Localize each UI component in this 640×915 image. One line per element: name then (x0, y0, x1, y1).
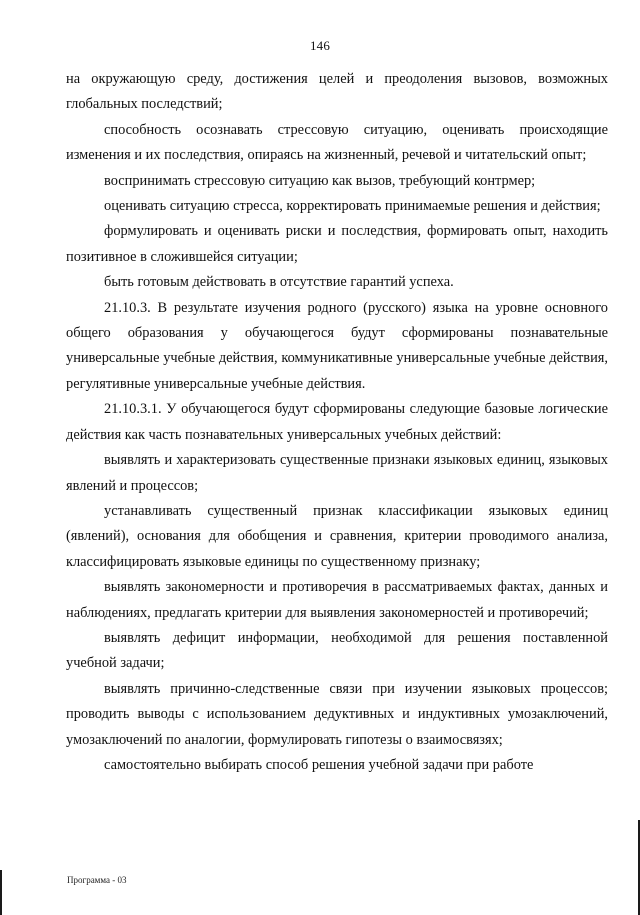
paragraph-last: самостоятельно выбирать способ решения учебной задачи при работе (104, 756, 534, 773)
paragraph: выявлять причинно-следственные связи при изучении языковых процессов; проводить выводы с использованием дедуктивных и индуктивных умозаключений, умозаключений по аналогии, формулировать гипотезы о взаимосвязях; (66, 680, 608, 748)
paragraph: устанавливать существенный признак классификации языковых единиц (явлений), основания для обобщения и сравнения, критерии проводимого анализа, классифицировать языковые единицы по существенному признаку; (66, 502, 608, 570)
paragraph: выявлять закономерности и противоречия в рассматриваемых фактах, данных и наблюдениях, предлагать критерии для выявления закономерностей и противоречий; (66, 579, 608, 621)
paragraph-section-21-10-3-1: 21.10.3.1. У обучающегося будут сформированы следующие базовые логические действия как часть познавательных универсальных учебных действий: (66, 401, 608, 443)
paragraph: способность осознавать стрессовую ситуацию, оценивать происходящие изменения и их последствия, опираясь на жизненный, речевой и читательский опыт; (66, 121, 608, 164)
paragraph: выявлять дефицит информации, необходимой для решения поставленной учебной задачи; (66, 629, 608, 672)
document-body (66, 67, 608, 778)
paragraph-section-21-10-3: 21.10.3. В результате изучения родного (русского) языка на уровне основного общего образования у обучающегося будут сформированы познавательные универсальные учебные действия, коммуникативные универсальные учебные действия, регулятивные универсальные учебные действия. (66, 299, 608, 392)
paragraph: быть готовым действовать в отсутствие гарантий успеха. (104, 274, 454, 291)
scan-edge-shadow-left (0, 870, 2, 915)
paragraph: выявлять и характеризовать существенные признаки языковых единиц, языковых явлений и процессов; (66, 452, 608, 494)
paragraph: воспринимать стрессовую ситуацию как вызов, требующий контрмер; (104, 172, 536, 189)
page-number: 146 (309, 38, 331, 53)
paragraph: оценивать ситуацию стресса, корректировать принимаемые решения и действия; (104, 198, 601, 215)
paragraph: формулировать и оценивать риски и последствия, формировать опыт, находить позитивное в сложившейся ситуации; (66, 223, 608, 265)
page-footer: Программа - 03 (67, 875, 127, 885)
paragraph-continuation: на окружающую среду, достижения целей и преодоления вызовов, возможных глобальных последствий; (66, 71, 608, 113)
